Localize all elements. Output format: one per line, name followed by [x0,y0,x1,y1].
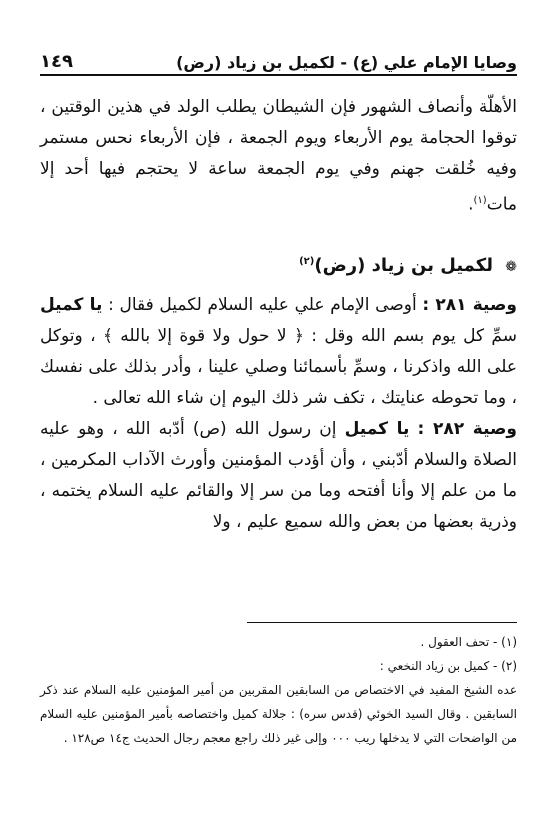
running-title: وصايا الإمام علي (ع) - لكميل بن زياد (رض) [176,53,517,72]
footnotes [40,630,517,750]
wasiyya-281-call: يا كميل [40,294,103,315]
wasiyya-282-call: يا كميل [344,418,410,439]
footnote-rule [247,622,517,623]
wasiyya-281-text: سمِّ كل يوم بسم الله وقل : ﴿ لا حول ولا قوة إلا بالله ﴾ ، وتوكل على الله واذكرنا ، وسمِّ بأسمائنا وصلي علينا ، وأدر بذلك على نفسك ، وما تحوطه عنايتك ، تكف شر ذلك اليوم إن شاء الله تعالى . [40,325,517,408]
wasiyya-281 [40,290,517,414]
page-number: ١٤٩ [40,51,73,72]
paragraph-1-text: الأهلّة وأنصاف الشهور فإن الشيطان يطلب الولد في هذين الوقتين ، توقوا الحجامة يوم الأربعاء ويوم الجمعة ، فإن الأربعاء نحس مستمر وفيه خُلقت جهنم وفي يوم الجمعة ساعة لا يحتجم فيها أحد إلا مات [40,97,517,215]
main-text [40,92,517,538]
footnote-2: (٢) - كميل بن زياد النخعي : [379,659,517,673]
section-heading [40,247,517,282]
footnote-ref-2: (٢) [299,255,315,267]
paragraph-1 [40,92,517,221]
footnote-2-text: عده الشيخ المفيد في الاختصاص من السابقين المقربين من أمير المؤمنين عليه السلام عند ذكر السابقين . وقال السيد الخوئي (قدس سره) : جلالة كميل واختصاصه بأمير المؤمنين عليه السلام من الواضحات التي لا يدخلها ريب ٠٠٠ وإلى غير ذلك راجع معجم رجال الحديث ج١٤ ص١٢٨ . [40,683,517,745]
wasiyya-281-label: وصية ٢٨١ : [422,294,517,315]
wasiyya-282 [40,414,517,538]
wasiyya-281-intro: أوصى الإمام علي عليه السلام لكميل فقال : [108,294,417,315]
footnote-ref-1: (١) [473,195,487,206]
footnote-1: (١) - تحف العقول . [420,635,517,649]
paragraph-1-end: . [468,194,474,215]
wasiyya-282-text: إن رسول الله (ص) أدّبه الله ، وهو عليه الصلاة والسلام أدّبني ، وأن أؤدب المؤمنين وأورث الآداب المكرمين ، ما من علم إلا وأنا أفتحه وما من سر إلا والقائم عليه السلام يختمه ، وذرية بعضها من بعض والله سميع عليم ، ولا [40,418,517,532]
wasiyya-282-label: وصية ٢٨٢ : [417,418,518,439]
flower-bullet-icon: ❁ [505,258,517,275]
header-rule [40,74,517,76]
page-header [40,40,517,72]
section-heading-text: لكميل بن زياد (رض) [314,254,493,276]
